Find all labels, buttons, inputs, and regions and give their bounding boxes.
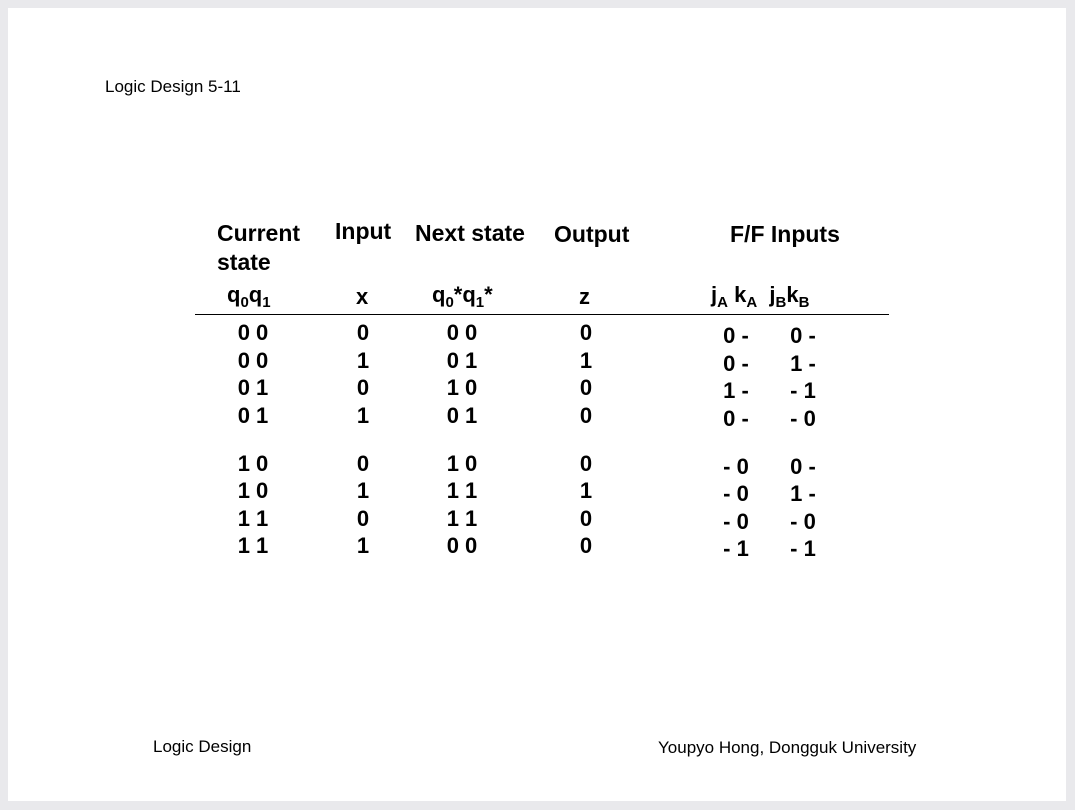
cell-ja-ka: 0 - <box>723 406 749 431</box>
cell-next: 0 1 <box>446 403 478 428</box>
cell-output: 0 <box>579 533 593 558</box>
symbol-output: z <box>579 284 590 309</box>
cell-current: 1 0 <box>237 478 269 503</box>
cell-ja-ka: - 0 <box>723 509 749 534</box>
cell-ja-ka: - 1 <box>723 536 749 561</box>
cell-next: 1 0 <box>446 375 478 400</box>
cell-current: 0 1 <box>237 403 269 428</box>
cell-jb-kb: 1 - <box>790 351 816 376</box>
cell-output: 0 <box>579 403 593 428</box>
cell-input: 1 <box>356 403 370 428</box>
header-rule <box>195 314 889 315</box>
header-ff-inputs: F/F Inputs <box>730 221 840 247</box>
header-current-state: Current state <box>217 220 301 275</box>
cell-next: 1 1 <box>446 506 478 531</box>
cell-jb-kb: 0 - <box>790 323 816 348</box>
footer-left: Logic Design <box>153 737 252 756</box>
symbol-current-state: $q_0q_1$ <box>227 282 271 311</box>
cell-jb-kb: 0 - <box>790 454 816 479</box>
slide-header: Logic Design 5-11 <box>105 77 241 96</box>
cell-input: 0 <box>356 451 370 476</box>
cell-current: 0 0 <box>237 320 269 345</box>
symbol-input: x <box>356 284 369 309</box>
header-output: Output <box>554 221 630 247</box>
cell-input: 1 <box>356 348 370 373</box>
cell-current: 0 1 <box>237 375 269 400</box>
cell-input: 1 <box>356 478 370 503</box>
cell-output: 0 <box>579 320 593 345</box>
cell-next: 1 1 <box>446 478 478 503</box>
cell-current: 1 0 <box>237 451 269 476</box>
cell-ja-ka: 0 - <box>723 323 749 348</box>
symbol-ff-inputs: $j_A$ $k_A$ $j_Bk_B$ <box>711 282 810 311</box>
cell-next: 0 0 <box>446 533 478 558</box>
cell-output: 1 <box>579 348 593 373</box>
cell-jb-kb: 1 - <box>790 481 816 506</box>
cell-next: 0 1 <box>446 348 478 373</box>
cell-ja-ka: 1 - <box>723 378 749 403</box>
cell-input: 0 <box>356 320 370 345</box>
header-next-state: Next state <box>415 220 525 246</box>
footer-right: Youpyo Hong, Dongguk University <box>658 738 917 757</box>
cell-jb-kb: - 1 <box>790 378 816 403</box>
symbol-next-state: $q_0*q_1*$ <box>432 282 493 311</box>
cell-current: 1 1 <box>237 506 269 531</box>
slide <box>8 8 1066 801</box>
cell-current: 1 1 <box>237 533 269 558</box>
cell-output: 0 <box>579 375 593 400</box>
cell-ja-ka: - 0 <box>723 454 749 479</box>
cell-output: 0 <box>579 506 593 531</box>
cell-jb-kb: - 0 <box>790 406 816 431</box>
cell-input: 0 <box>356 506 370 531</box>
cell-current: 0 0 <box>237 348 269 373</box>
cell-next: 0 0 <box>446 320 478 345</box>
cell-next: 1 0 <box>446 451 478 476</box>
cell-output: 1 <box>579 478 593 503</box>
cell-jb-kb: - 0 <box>790 509 816 534</box>
header-input: Input <box>335 218 392 244</box>
cell-input: 1 <box>356 533 370 558</box>
cell-output: 0 <box>579 451 593 476</box>
cell-jb-kb: - 1 <box>790 536 816 561</box>
cell-input: 0 <box>356 375 370 400</box>
cell-ja-ka: 0 - <box>723 351 749 376</box>
cell-ja-ka: - 0 <box>723 481 749 506</box>
